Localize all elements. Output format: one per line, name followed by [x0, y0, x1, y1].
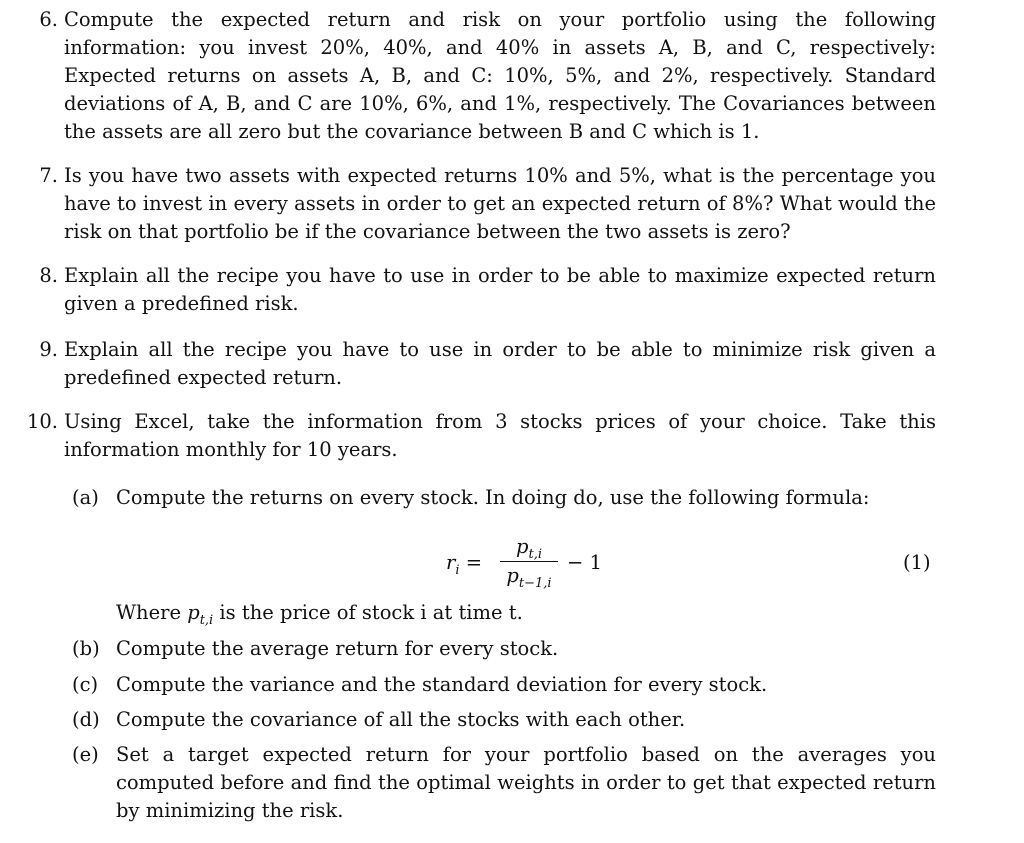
subitem-text: Set a target expected return for your portfolio based on the averages you computed before and find the optimal weights in order to get that expected return by minimizing the risk. — [116, 743, 936, 822]
subitem-d — [72, 706, 936, 734]
question-number: 6. — [39, 8, 58, 31]
question-text: Explain all the recipe you have to use in order to be able to minimize risk given a predefined expected return. — [64, 338, 936, 389]
question-8 — [39, 262, 936, 318]
where-line: Where $p_{t,i}$ is the price of stock i at time t. — [116, 601, 523, 628]
equation-numerator: $p_{t,i}$ — [516, 535, 542, 562]
question-number: 9. — [39, 338, 58, 361]
subitem-e — [72, 741, 936, 825]
subitem-c — [72, 671, 936, 699]
subitem-text: Compute the variance and the standard deviation for every stock. — [116, 673, 768, 696]
question-text: Is you have two assets with expected returns 10% and 5%, what is the percentage you have to invest in every assets in order to get an expected return of 8%? What would the risk on that portfolio be if the covariance between the two assets is zero? — [64, 164, 936, 243]
subitem-label: (d) — [72, 708, 100, 731]
question-text: Compute the expected return and risk on your portfolio using the following information: you invest 20%, 40%, and 40% in assets A, B, and C, respectively: Expected returns on assets A, B, and C: 10%, 5%, and 2%, respectively. Standard deviations of A, B, and C are 10%, 6%, and 1%, respectively. The Covariances between the assets are all zero but the covariance between B and C which is 1. — [64, 8, 936, 143]
subitem-text: Compute the returns on every stock. In doing do, use the following formula: — [116, 486, 870, 509]
question-number: 7. — [39, 164, 58, 187]
question-9 — [39, 336, 936, 392]
question-text: Explain all the recipe you have to use in order to be able to maximize expected return given a predefined risk. — [64, 264, 936, 315]
subitem-text: Compute the average return for every stock. — [116, 637, 559, 660]
question-7 — [39, 162, 936, 246]
subitem-text: Compute the covariance of all the stocks with each other. — [116, 708, 686, 731]
equation-number: (1) — [903, 551, 931, 574]
subitem-label: (e) — [72, 743, 99, 766]
subitem-a — [72, 484, 936, 512]
equation-lhs: $r_i$ = — [446, 551, 483, 578]
equation-denominator: $p_{t-1,i}$ — [506, 564, 552, 591]
subitem-b — [72, 635, 936, 663]
subitem-label: (c) — [72, 673, 99, 696]
subitem-label: (b) — [72, 637, 100, 660]
equation-rhs: − 1 — [567, 551, 602, 574]
subitem-label: (a) — [72, 486, 99, 509]
question-10 — [26, 408, 936, 464]
equation-fraction — [500, 535, 558, 591]
question-6 — [39, 6, 936, 146]
question-number: 8. — [39, 264, 58, 287]
question-text: Using Excel, take the information from 3 stocks prices of your choice. Take this information monthly for 10 years. — [64, 410, 936, 461]
question-number: 10. — [26, 410, 58, 433]
